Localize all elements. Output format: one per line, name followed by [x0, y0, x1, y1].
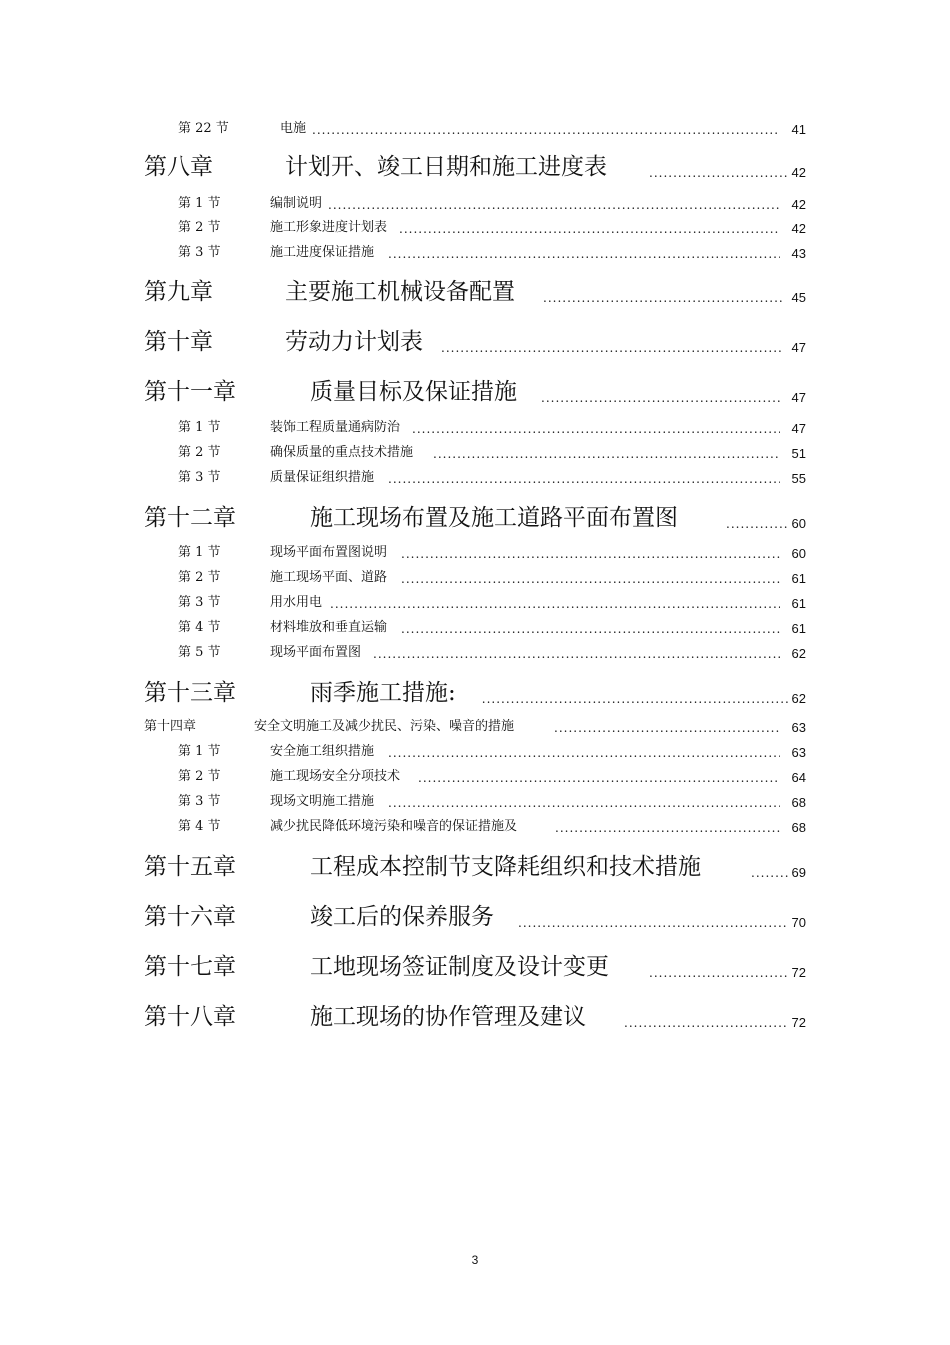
entry-title: 现场平面布置图说明: [270, 545, 388, 560]
entry-page: 60: [791, 546, 806, 561]
entry-title: 安全施工组织措施: [270, 744, 375, 759]
entry-title: 施工现场安全分项技术: [270, 769, 401, 784]
entry-page: 47: [791, 421, 806, 436]
dot-leader: [388, 746, 780, 760]
entry-title: 安全文明施工及减少扰民、污染、噪音的措施: [254, 719, 515, 734]
entry-page: 68: [791, 795, 806, 810]
dot-leader: [330, 597, 780, 611]
dot-leader: [482, 692, 788, 706]
entry-title: 主要施工机械设备配置: [285, 279, 515, 305]
dot-leader: [555, 821, 780, 835]
toc-entry: [178, 420, 806, 436]
dot-leader: [541, 391, 782, 405]
toc-entry: [178, 645, 806, 661]
dot-leader: [649, 166, 788, 180]
entry-title: 施工现场平面、道路: [270, 570, 388, 585]
entry-page: 61: [791, 621, 806, 636]
toc-entry: [178, 819, 806, 835]
entry-number: 第 5 节: [178, 645, 221, 660]
toc-entry: [144, 329, 806, 355]
dot-leader: [401, 622, 780, 636]
entry-page: 64: [791, 770, 806, 785]
entry-title: 电施: [280, 121, 307, 136]
entry-number: 第十章: [144, 329, 213, 355]
dot-leader: [401, 572, 780, 586]
entry-page: 42: [791, 221, 806, 236]
dot-leader: [518, 916, 788, 930]
toc-entry: [178, 595, 806, 611]
entry-number: 第八章: [144, 154, 213, 180]
entry-number: 第十二章: [144, 505, 236, 531]
toc-entry: [178, 545, 806, 561]
entry-title: 施工进度保证措施: [270, 245, 375, 260]
toc-entry: [178, 220, 806, 236]
entry-page: 69: [791, 865, 806, 880]
entry-number: 第 4 节: [178, 620, 221, 635]
entry-number: 第 3 节: [178, 595, 221, 610]
toc-entry: [144, 1004, 806, 1030]
toc-entry: [144, 154, 806, 180]
entry-title: 材料堆放和垂直运输: [270, 620, 388, 635]
entry-page: 61: [791, 571, 806, 586]
dot-leader: [388, 247, 780, 261]
entry-number: 第十五章: [144, 854, 236, 880]
entry-page: 62: [791, 691, 806, 706]
entry-title: 施工现场布置及施工道路平面布置图: [310, 505, 678, 531]
dot-leader: [624, 1016, 788, 1030]
entry-title: 工地现场签证制度及设计变更: [310, 954, 609, 980]
toc-entry: [178, 570, 806, 586]
entry-number: 第 2 节: [178, 445, 221, 460]
entry-title: 竣工后的保养服务: [310, 904, 494, 930]
entry-page: 70: [791, 915, 806, 930]
entry-title: 质量目标及保证措施: [310, 379, 517, 405]
dot-leader: [401, 547, 780, 561]
dot-leader: [751, 866, 788, 880]
entry-number: 第十一章: [144, 379, 236, 405]
toc-entry: [144, 854, 806, 880]
toc-entry: [178, 196, 806, 212]
dot-leader: [418, 771, 780, 785]
entry-title: 计划开、竣工日期和施工进度表: [285, 154, 607, 180]
dot-leader: [554, 721, 780, 735]
toc-entry: [144, 379, 806, 405]
toc-entry: [144, 680, 806, 706]
entry-title: 装饰工程质量通病防治: [270, 420, 401, 435]
entry-title: 用水用电: [270, 595, 323, 610]
entry-title: 确保质量的重点技术措施: [270, 445, 414, 460]
dot-leader: [328, 198, 780, 212]
entry-page: 41: [791, 122, 806, 137]
entry-number: 第 1 节: [178, 545, 221, 560]
dot-leader: [543, 291, 782, 305]
page-number: 3: [471, 1253, 479, 1267]
entry-number: 第 1 节: [178, 744, 221, 759]
entry-page: 42: [791, 165, 806, 180]
entry-number: 第十八章: [144, 1004, 236, 1030]
entry-title: 雨季施工措施:: [310, 680, 456, 706]
entry-title: 施工形象进度计划表: [270, 220, 388, 235]
entry-title: 质量保证组织措施: [270, 470, 375, 485]
toc-entry: [178, 121, 806, 137]
entry-title: 工程成本控制节支降耗组织和技术措施: [310, 854, 701, 880]
toc-entry: [144, 279, 806, 305]
dot-leader: [388, 796, 780, 810]
entry-number: 第 1 节: [178, 420, 221, 435]
toc-entry: [178, 744, 806, 760]
entry-page: 63: [791, 745, 806, 760]
toc-entry: [178, 445, 806, 461]
entry-page: 55: [791, 471, 806, 486]
entry-number: 第 1 节: [178, 196, 221, 211]
entry-page: 63: [791, 720, 806, 735]
entry-page: 72: [791, 965, 806, 980]
entry-page: 43: [791, 246, 806, 261]
entry-number: 第 2 节: [178, 570, 221, 585]
toc-entry: [178, 470, 806, 486]
entry-number: 第 4 节: [178, 819, 221, 834]
entry-page: 62: [791, 646, 806, 661]
entry-number: 第 22 节: [178, 121, 229, 136]
dot-leader: [312, 123, 780, 137]
toc-entry: [144, 719, 806, 735]
entry-title: 现场文明施工措施: [270, 794, 375, 809]
toc-entry: [144, 505, 806, 531]
entry-number: 第 3 节: [178, 470, 221, 485]
dot-leader: [412, 422, 780, 436]
entry-page: 47: [791, 340, 806, 355]
dot-leader: [726, 517, 788, 531]
toc-entry: [178, 769, 806, 785]
entry-title: 编制说明: [270, 196, 323, 211]
entry-number: 第十六章: [144, 904, 236, 930]
dot-leader: [388, 472, 780, 486]
entry-title: 减少扰民降低环境污染和噪音的保证措施及: [270, 819, 518, 834]
toc-entry: [144, 954, 806, 980]
entry-number: 第 3 节: [178, 245, 221, 260]
entry-number: 第十三章: [144, 680, 236, 706]
entry-page: 45: [791, 290, 806, 305]
entry-number: 第 2 节: [178, 220, 221, 235]
dot-leader: [441, 341, 782, 355]
toc-entry: [178, 794, 806, 810]
entry-page: 42: [791, 197, 806, 212]
entry-page: 68: [791, 820, 806, 835]
dot-leader: [399, 222, 780, 236]
entry-page: 51: [791, 446, 806, 461]
toc-entry: [178, 245, 806, 261]
toc-entry: [178, 620, 806, 636]
entry-page: 72: [791, 1015, 806, 1030]
toc-entry: [144, 904, 806, 930]
entry-number: 第十七章: [144, 954, 236, 980]
entry-page: 47: [791, 390, 806, 405]
dot-leader: [373, 647, 780, 661]
dot-leader: [433, 447, 780, 461]
entry-title: 劳动力计划表: [285, 329, 423, 355]
entry-page: 60: [791, 516, 806, 531]
entry-number: 第 3 节: [178, 794, 221, 809]
dot-leader: [649, 966, 788, 980]
entry-number: 第 2 节: [178, 769, 221, 784]
entry-number: 第十四章: [144, 719, 197, 734]
entry-title: 现场平面布置图: [270, 645, 362, 660]
entry-page: 61: [791, 596, 806, 611]
entry-number: 第九章: [144, 279, 213, 305]
entry-title: 施工现场的协作管理及建议: [310, 1004, 586, 1030]
